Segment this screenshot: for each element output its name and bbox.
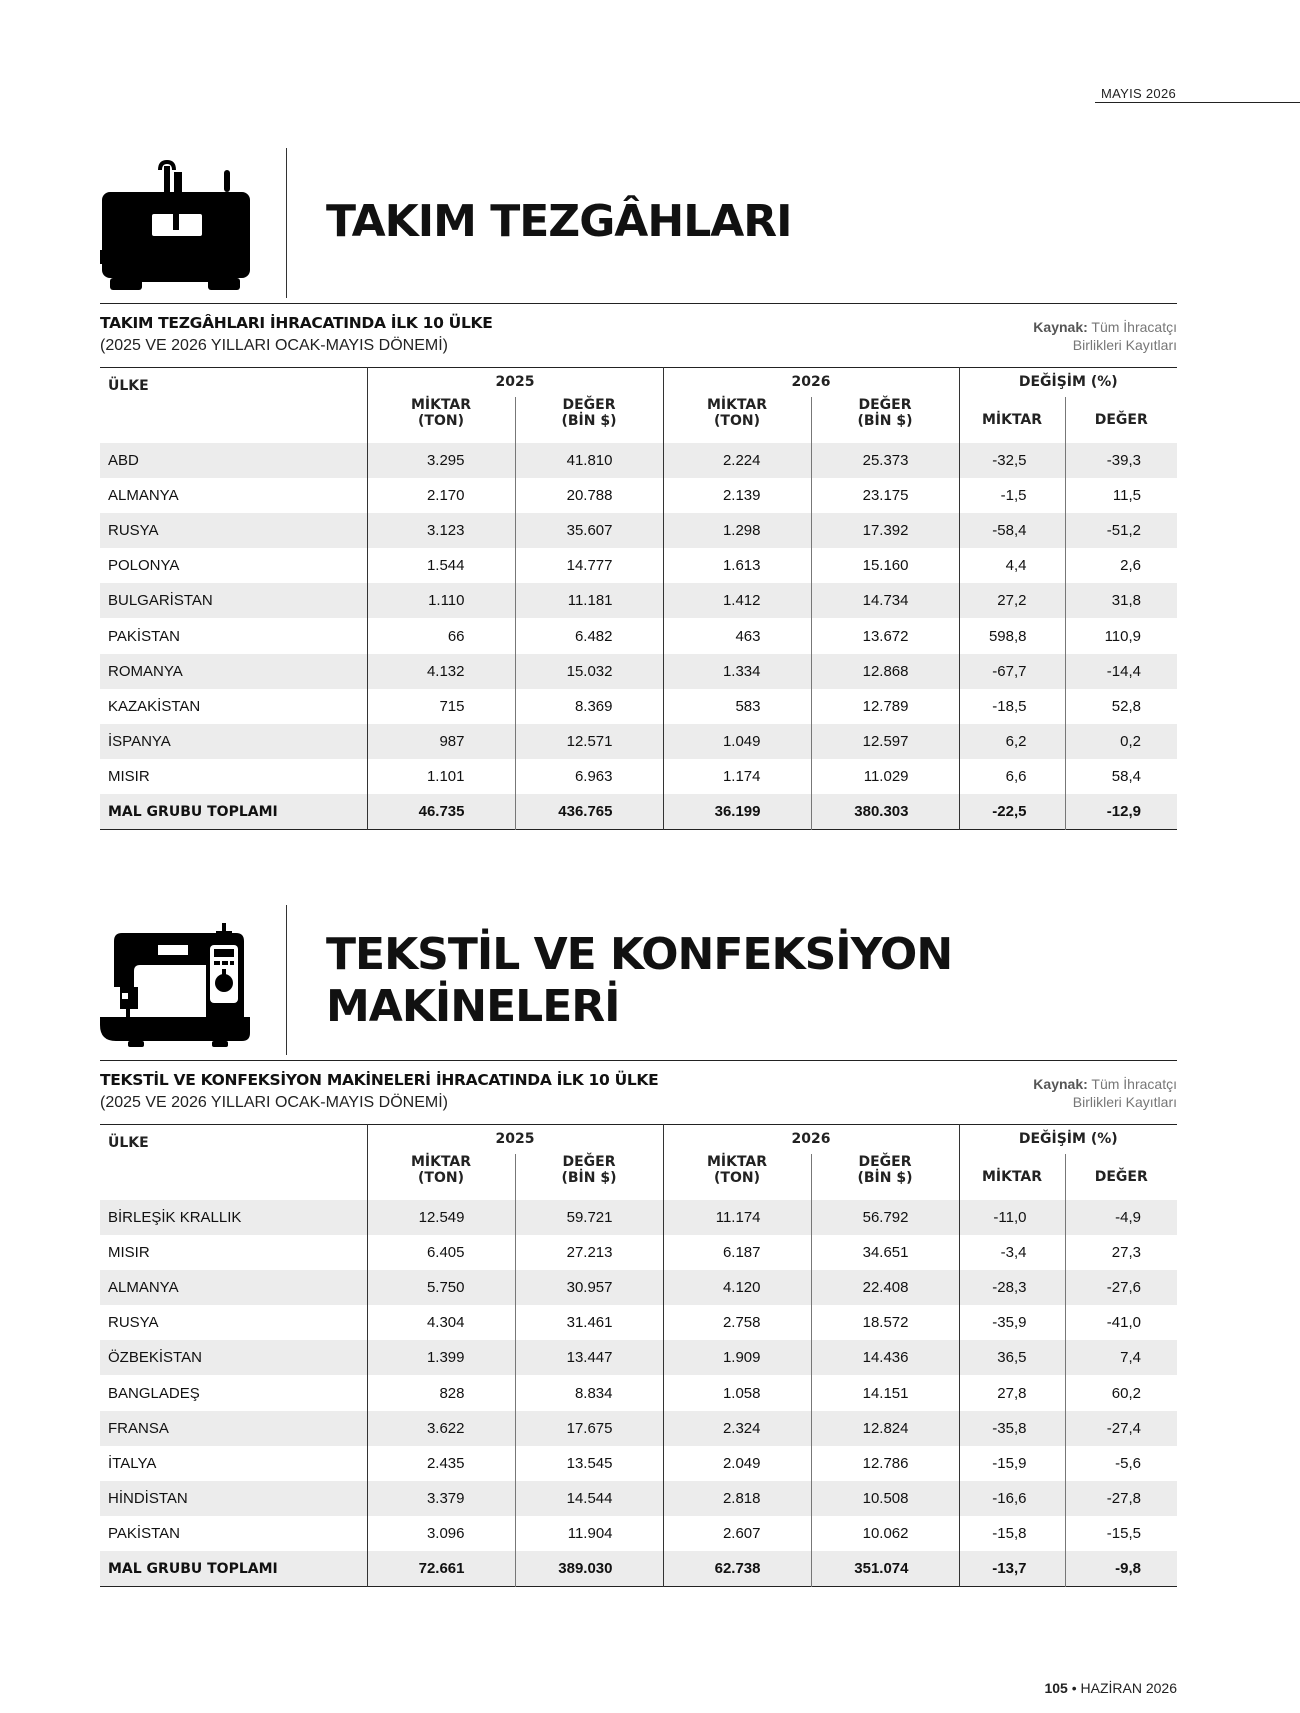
- table-row: [100, 1200, 1177, 1235]
- qty-2026-cell: 1.412: [663, 583, 811, 618]
- change-qty-cell: 4,4: [959, 548, 1065, 583]
- source-label: Kaynak:: [1033, 319, 1088, 335]
- table-row: [100, 1270, 1177, 1305]
- qty-2025-cell: 3.123: [367, 513, 515, 548]
- country-cell: HİNDİSTAN: [108, 1490, 188, 1508]
- change-value-cell: -9,8: [1065, 1551, 1177, 1586]
- source-text: Birlikleri Kayıtları: [1072, 1094, 1177, 1110]
- qty-2025-cell: 4.304: [367, 1305, 515, 1340]
- column-header-change-qty: MİKTAR: [959, 397, 1065, 443]
- change-value-cell: -27,6: [1065, 1270, 1177, 1305]
- value-2026-cell: 380.303: [811, 794, 959, 829]
- table-row: [100, 1481, 1177, 1516]
- change-value-cell: 110,9: [1065, 618, 1177, 653]
- value-2025-cell: 27.213: [515, 1235, 663, 1270]
- qty-2026-cell: 463: [663, 618, 811, 653]
- header-text: (BİN $): [857, 412, 913, 429]
- country-cell: ÖZBEKİSTAN: [108, 1349, 202, 1367]
- column-header-value: [811, 397, 959, 443]
- column-group-2026: 2026: [663, 1125, 959, 1154]
- column-header-value: [811, 1154, 959, 1200]
- change-qty-cell: -16,6: [959, 1481, 1065, 1516]
- qty-2026-cell: 2.818: [663, 1481, 811, 1516]
- country-cell: RUSYA: [108, 521, 159, 539]
- value-2026-cell: 10.062: [811, 1516, 959, 1551]
- qty-2026-cell: 1.613: [663, 548, 811, 583]
- change-qty-cell: -35,8: [959, 1411, 1065, 1446]
- qty-2025-cell: 5.750: [367, 1270, 515, 1305]
- country-cell: ABD: [108, 451, 139, 469]
- table-row: [100, 1340, 1177, 1375]
- change-qty-cell: -15,8: [959, 1516, 1065, 1551]
- page-number: 105: [1044, 1680, 1068, 1696]
- qty-2026-cell: 6.187: [663, 1235, 811, 1270]
- country-cell: İTALYA: [108, 1454, 157, 1472]
- change-qty-cell: 27,8: [959, 1375, 1065, 1410]
- country-cell: MAL GRUBU TOPLAMI: [108, 1560, 278, 1577]
- header-text: MİKTAR: [410, 1153, 472, 1170]
- qty-2025-cell: 12.549: [367, 1200, 515, 1235]
- value-2026-cell: 25.373: [811, 443, 959, 478]
- column-header-change-value: DEĞER: [1065, 397, 1177, 443]
- country-cell: MISIR: [108, 1243, 150, 1261]
- qty-2026-cell: 2.049: [663, 1446, 811, 1481]
- change-value-cell: -27,4: [1065, 1411, 1177, 1446]
- source-note: [1033, 1075, 1177, 1111]
- change-qty-cell: 27,2: [959, 583, 1065, 618]
- country-cell: PAKİSTAN: [108, 627, 180, 645]
- value-2025-cell: 14.544: [515, 1481, 663, 1516]
- value-2025-cell: 35.607: [515, 513, 663, 548]
- value-2026-cell: 15.160: [811, 548, 959, 583]
- change-qty-cell: 6,2: [959, 724, 1065, 759]
- country-cell: RUSYA: [108, 1314, 159, 1332]
- change-qty-cell: -35,9: [959, 1305, 1065, 1340]
- change-qty-cell: -3,4: [959, 1235, 1065, 1270]
- value-2025-cell: 11.181: [515, 583, 663, 618]
- change-value-cell: -27,8: [1065, 1481, 1177, 1516]
- change-value-cell: -14,4: [1065, 654, 1177, 689]
- value-2025-cell: 389.030: [515, 1551, 663, 1586]
- header-text: (BİN $): [561, 412, 617, 429]
- qty-2026-cell: 2.324: [663, 1411, 811, 1446]
- country-cell: PAKİSTAN: [108, 1525, 180, 1543]
- change-qty-cell: 598,8: [959, 618, 1065, 653]
- page-footer: [1044, 1680, 1177, 1696]
- qty-2026-cell: 2.139: [663, 478, 811, 513]
- column-group-2025: 2025: [367, 368, 663, 397]
- change-value-cell: -15,5: [1065, 1516, 1177, 1551]
- value-2025-cell: 41.810: [515, 443, 663, 478]
- issue-label: HAZİRAN 2026: [1080, 1680, 1177, 1696]
- qty-2026-cell: 62.738: [663, 1551, 811, 1586]
- header-text: (BİN $): [857, 1169, 913, 1186]
- change-qty-cell: -15,9: [959, 1446, 1065, 1481]
- value-2025-cell: 14.777: [515, 548, 663, 583]
- table-title: TAKIM TEZGÂHLARI İHRACATINDA İLK 10 ÜLKE: [100, 314, 493, 332]
- country-cell: ROMANYA: [108, 662, 183, 680]
- header-rule: [1095, 102, 1300, 103]
- change-value-cell: 7,4: [1065, 1340, 1177, 1375]
- header-text: MİKTAR: [706, 396, 768, 413]
- value-2025-cell: 436.765: [515, 794, 663, 829]
- header-text: DEĞER: [858, 1153, 912, 1170]
- value-2025-cell: 12.571: [515, 724, 663, 759]
- qty-2025-cell: 828: [367, 1375, 515, 1410]
- qty-2026-cell: 1.058: [663, 1375, 811, 1410]
- change-qty-cell: -67,7: [959, 654, 1065, 689]
- table-body: [100, 1200, 1177, 1587]
- section-header: [100, 905, 1177, 1060]
- change-qty-cell: 6,6: [959, 759, 1065, 794]
- table-caption: [100, 303, 1177, 367]
- column-header-country: ÜLKE: [108, 1135, 149, 1151]
- qty-2026-cell: 2.224: [663, 443, 811, 478]
- table-row: [100, 1516, 1177, 1551]
- data-table: [100, 367, 1177, 830]
- qty-2025-cell: 3.379: [367, 1481, 515, 1516]
- machine-tool-icon: [100, 158, 250, 298]
- change-value-cell: -41,0: [1065, 1305, 1177, 1340]
- change-qty-cell: -22,5: [959, 794, 1065, 829]
- country-cell: ALMANYA: [108, 486, 179, 504]
- change-value-cell: 58,4: [1065, 759, 1177, 794]
- section-machine-tools: [100, 148, 1177, 830]
- header-text: DEĞER: [562, 396, 616, 413]
- change-qty-cell: -13,7: [959, 1551, 1065, 1586]
- value-2026-cell: 12.597: [811, 724, 959, 759]
- section-header: [100, 148, 1177, 303]
- qty-2025-cell: 3.295: [367, 443, 515, 478]
- value-2026-cell: 14.734: [811, 583, 959, 618]
- value-2026-cell: 34.651: [811, 1235, 959, 1270]
- table-row: [100, 478, 1177, 513]
- country-cell: BİRLEŞİK KRALLIK: [108, 1208, 242, 1226]
- value-2025-cell: 6.482: [515, 618, 663, 653]
- change-qty-cell: -1,5: [959, 478, 1065, 513]
- value-2025-cell: 8.369: [515, 689, 663, 724]
- country-cell: BANGLADEŞ: [108, 1384, 200, 1402]
- section-divider: [286, 905, 287, 1055]
- change-value-cell: 60,2: [1065, 1375, 1177, 1410]
- source-text: Birlikleri Kayıtları: [1072, 337, 1177, 353]
- section-divider: [286, 148, 287, 298]
- country-cell: POLONYA: [108, 557, 180, 575]
- column-header-change-qty: MİKTAR: [959, 1154, 1065, 1200]
- source-note: [1033, 318, 1177, 354]
- change-value-cell: 0,2: [1065, 724, 1177, 759]
- country-cell: BULGARİSTAN: [108, 592, 213, 610]
- column-header-country: ÜLKE: [108, 378, 149, 394]
- change-value-cell: 2,6: [1065, 548, 1177, 583]
- qty-2025-cell: 1.399: [367, 1340, 515, 1375]
- table-row: [100, 618, 1177, 653]
- column-header-qty: [367, 1154, 515, 1200]
- value-2026-cell: 10.508: [811, 1481, 959, 1516]
- qty-2026-cell: 4.120: [663, 1270, 811, 1305]
- table-row: [100, 583, 1177, 618]
- qty-2025-cell: 4.132: [367, 654, 515, 689]
- change-qty-cell: -28,3: [959, 1270, 1065, 1305]
- qty-2025-cell: 1.544: [367, 548, 515, 583]
- column-group-change: DEĞİŞİM (%): [959, 1125, 1177, 1154]
- table-row: [100, 724, 1177, 759]
- change-qty-cell: -18,5: [959, 689, 1065, 724]
- table-caption: [100, 1060, 1177, 1124]
- header-text: (TON): [418, 1169, 464, 1186]
- qty-2026-cell: 1.174: [663, 759, 811, 794]
- table-row: [100, 548, 1177, 583]
- value-2025-cell: 30.957: [515, 1270, 663, 1305]
- header-text: DEĞER: [858, 396, 912, 413]
- qty-2026-cell: 1.909: [663, 1340, 811, 1375]
- change-qty-cell: 36,5: [959, 1340, 1065, 1375]
- section-title-line: MAKİNELERİ: [326, 981, 620, 1032]
- change-qty-cell: -32,5: [959, 443, 1065, 478]
- value-2026-cell: 22.408: [811, 1270, 959, 1305]
- value-2025-cell: 8.834: [515, 1375, 663, 1410]
- value-2026-cell: 23.175: [811, 478, 959, 513]
- value-2026-cell: 351.074: [811, 1551, 959, 1586]
- change-value-cell: -5,6: [1065, 1446, 1177, 1481]
- value-2025-cell: 15.032: [515, 654, 663, 689]
- country-cell: FRANSA: [108, 1419, 169, 1437]
- qty-2026-cell: 1.298: [663, 513, 811, 548]
- table-row: [100, 1305, 1177, 1340]
- column-header-value: [515, 1154, 663, 1200]
- source-text: Tüm İhracatçı: [1091, 1076, 1177, 1092]
- value-2026-cell: 12.868: [811, 654, 959, 689]
- change-value-cell: -4,9: [1065, 1200, 1177, 1235]
- column-header-qty: [663, 1154, 811, 1200]
- value-2026-cell: 11.029: [811, 759, 959, 794]
- column-header-change-value: DEĞER: [1065, 1154, 1177, 1200]
- value-2026-cell: 17.392: [811, 513, 959, 548]
- value-2026-cell: 12.824: [811, 1411, 959, 1446]
- qty-2025-cell: 987: [367, 724, 515, 759]
- section-title: [326, 929, 952, 1033]
- column-group-change: DEĞİŞİM (%): [959, 368, 1177, 397]
- change-value-cell: 11,5: [1065, 478, 1177, 513]
- change-value-cell: 52,8: [1065, 689, 1177, 724]
- table-row: [100, 1235, 1177, 1270]
- qty-2025-cell: 72.661: [367, 1551, 515, 1586]
- qty-2025-cell: 6.405: [367, 1235, 515, 1270]
- table-row: [100, 654, 1177, 689]
- change-value-cell: 27,3: [1065, 1235, 1177, 1270]
- qty-2026-cell: 1.334: [663, 654, 811, 689]
- qty-2025-cell: 715: [367, 689, 515, 724]
- value-2026-cell: 56.792: [811, 1200, 959, 1235]
- table-row: [100, 759, 1177, 794]
- table-row: [100, 1411, 1177, 1446]
- header-text: (TON): [418, 412, 464, 429]
- table-title: TEKSTİL VE KONFEKSİYON MAKİNELERİ İHRACATINDA İLK 10 ÜLKE: [100, 1071, 659, 1089]
- value-2026-cell: 14.151: [811, 1375, 959, 1410]
- table-subtitle: (2025 VE 2026 YILLARI OCAK-MAYIS DÖNEMİ): [100, 337, 448, 354]
- qty-2026-cell: 36.199: [663, 794, 811, 829]
- value-2026-cell: 18.572: [811, 1305, 959, 1340]
- table-row: [100, 513, 1177, 548]
- source-text: Tüm İhracatçı: [1091, 319, 1177, 335]
- footer-bullet: •: [1071, 1680, 1077, 1696]
- header-text: MİKTAR: [410, 396, 472, 413]
- header-date: MAYIS 2026: [1101, 86, 1177, 101]
- qty-2025-cell: 66: [367, 618, 515, 653]
- header-text: MİKTAR: [706, 1153, 768, 1170]
- total-row: [100, 1551, 1177, 1586]
- country-cell: MAL GRUBU TOPLAMI: [108, 803, 278, 820]
- qty-2026-cell: 2.607: [663, 1516, 811, 1551]
- total-row: [100, 794, 1177, 829]
- table-row: [100, 689, 1177, 724]
- sewing-machine-icon: [100, 915, 250, 1055]
- value-2026-cell: 12.786: [811, 1446, 959, 1481]
- column-group-2025: 2025: [367, 1125, 663, 1154]
- value-2026-cell: 12.789: [811, 689, 959, 724]
- section-title: TAKIM TEZGÂHLARI: [326, 196, 792, 247]
- qty-2025-cell: 2.170: [367, 478, 515, 513]
- qty-2026-cell: 583: [663, 689, 811, 724]
- header-text: (BİN $): [561, 1169, 617, 1186]
- change-qty-cell: -58,4: [959, 513, 1065, 548]
- change-value-cell: -39,3: [1065, 443, 1177, 478]
- value-2025-cell: 20.788: [515, 478, 663, 513]
- qty-2025-cell: 1.110: [367, 583, 515, 618]
- value-2025-cell: 59.721: [515, 1200, 663, 1235]
- country-cell: MISIR: [108, 768, 150, 786]
- qty-2025-cell: 3.096: [367, 1516, 515, 1551]
- table-row: [100, 443, 1177, 478]
- value-2025-cell: 6.963: [515, 759, 663, 794]
- qty-2025-cell: 2.435: [367, 1446, 515, 1481]
- change-value-cell: -12,9: [1065, 794, 1177, 829]
- value-2025-cell: 13.545: [515, 1446, 663, 1481]
- qty-2026-cell: 2.758: [663, 1305, 811, 1340]
- qty-2025-cell: 3.622: [367, 1411, 515, 1446]
- column-header-qty: [663, 397, 811, 443]
- change-value-cell: 31,8: [1065, 583, 1177, 618]
- qty-2025-cell: 1.101: [367, 759, 515, 794]
- column-group-2026: 2026: [663, 368, 959, 397]
- value-2025-cell: 31.461: [515, 1305, 663, 1340]
- qty-2026-cell: 11.174: [663, 1200, 811, 1235]
- section-textile-machines: [100, 905, 1177, 1587]
- source-label: Kaynak:: [1033, 1076, 1088, 1092]
- qty-2025-cell: 46.735: [367, 794, 515, 829]
- value-2026-cell: 13.672: [811, 618, 959, 653]
- value-2025-cell: 17.675: [515, 1411, 663, 1446]
- country-cell: ALMANYA: [108, 1278, 179, 1296]
- value-2025-cell: 13.447: [515, 1340, 663, 1375]
- value-2025-cell: 11.904: [515, 1516, 663, 1551]
- header-text: DEĞER: [562, 1153, 616, 1170]
- table-body: [100, 443, 1177, 830]
- qty-2026-cell: 1.049: [663, 724, 811, 759]
- table-row: [100, 1375, 1177, 1410]
- table-subtitle: (2025 VE 2026 YILLARI OCAK-MAYIS DÖNEMİ): [100, 1094, 448, 1111]
- value-2026-cell: 14.436: [811, 1340, 959, 1375]
- header-text: (TON): [714, 412, 760, 429]
- header-text: (TON): [714, 1169, 760, 1186]
- column-header-value: [515, 397, 663, 443]
- change-value-cell: -51,2: [1065, 513, 1177, 548]
- country-cell: İSPANYA: [108, 733, 171, 751]
- country-cell: KAZAKİSTAN: [108, 697, 201, 715]
- data-table: [100, 1124, 1177, 1587]
- section-title-line: TEKSTİL VE KONFEKSİYON: [326, 929, 953, 980]
- column-header-qty: [367, 397, 515, 443]
- table-row: [100, 1446, 1177, 1481]
- change-qty-cell: -11,0: [959, 1200, 1065, 1235]
